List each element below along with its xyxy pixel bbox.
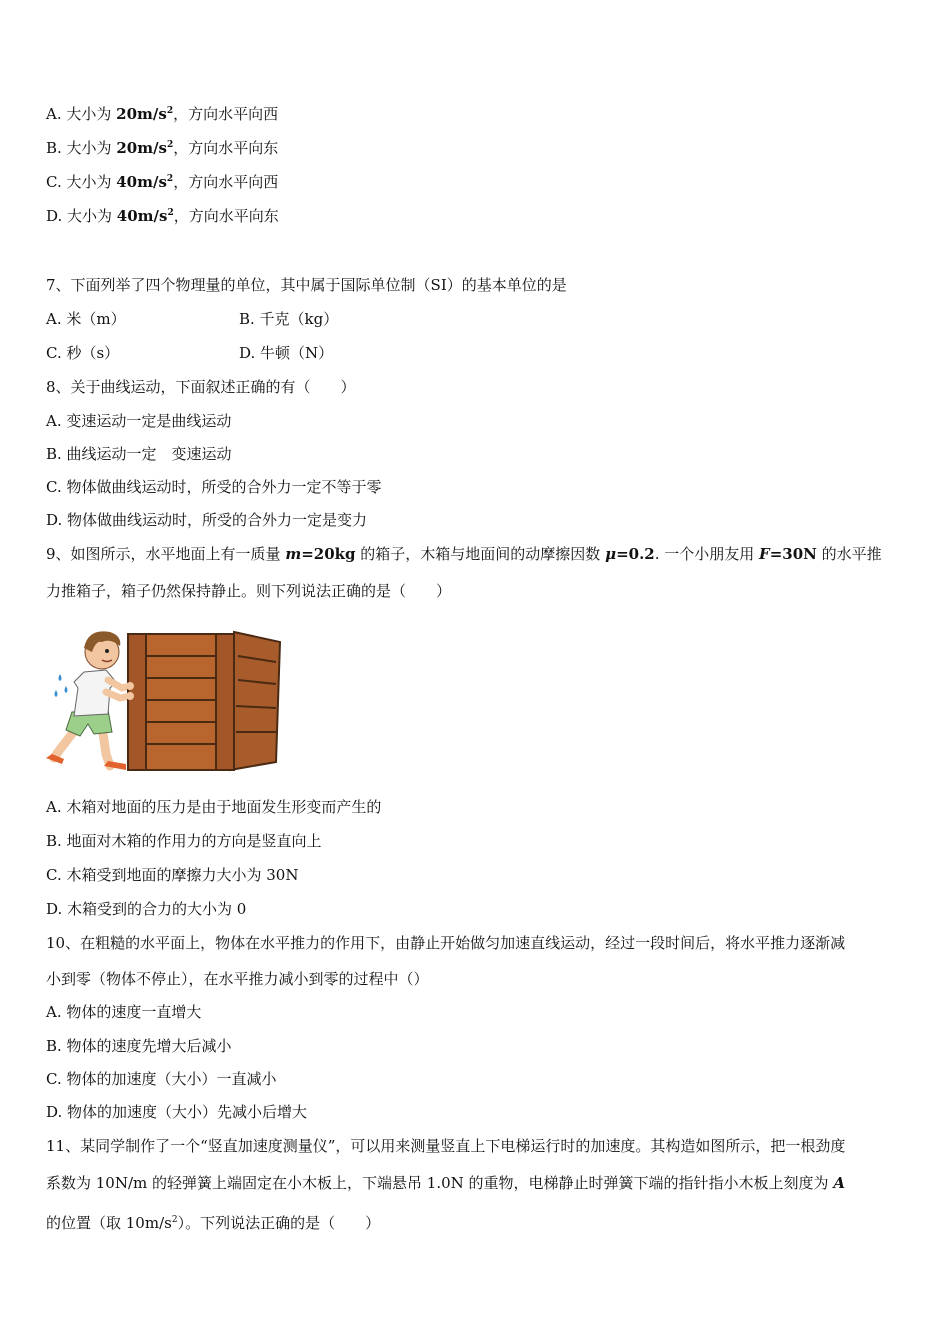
q7-stem: 7、下面列举了四个物理量的单位，其中属于国际单位制（SI）的基本单位的是 (46, 276, 567, 294)
q10-option-c: C. 物体的加速度（大小）一直减小 (46, 1070, 277, 1088)
q11-stem-line2: 系数为 10N/m 的轻弹簧上端固定在小木板上，下端悬吊 1.0N 的重物，电梯静止时弹簧下端的指针指小木板上刻度为 A (46, 1174, 845, 1192)
q6-option-c: C. 大小为 $40m/s^2$，方向水平向西 (46, 173, 279, 191)
q9-option-a: A. 木箱对地面的压力是由于地面发生形变而产生的 (46, 798, 382, 816)
q8-option-a: A. 变速运动一定是曲线运动 (46, 412, 232, 430)
q10-option-d: D. 物体的加速度（大小）先减小后增大 (46, 1103, 308, 1121)
child-pushing-crate-illustration (44, 626, 284, 776)
q9-option-c: C. 木箱受到地面的摩擦力大小为 30N (46, 866, 299, 884)
q10-option-a: A. 物体的速度一直增大 (46, 1003, 202, 1021)
q7-option-c: C. 秒（s） (46, 344, 120, 362)
q10-stem-line1: 10、在粗糙的水平面上，物体在水平推力的作用下，由静止开始做匀加速直线运动，经过一段时间后，将水平推力逐渐减 (46, 934, 846, 952)
q6-option-b: B. 大小为 $20m/s^2$，方向水平向东 (46, 139, 279, 157)
q8-option-d: D. 物体做曲线运动时，所受的合外力一定是变力 (46, 511, 368, 529)
q11-stem-line1: 11、某同学制作了一个“竖直加速度测量仪”，可以用来测量竖直上下电梯运行时的加速度。其构造如图所示，把一根劲度 (46, 1137, 846, 1155)
q9-stem-line1: 9、如图所示，水平地面上有一质量 m=20kg 的箱子，木箱与地面间的动摩擦因数 μ=0.2. 一个小朋友用 F=30N 的水平推 (46, 545, 882, 563)
q9-stem-line2: 力推箱子，箱子仍然保持静止。则下列说法正确的是（ ） (46, 582, 452, 600)
q7-option-b: B. 千克（kg） (239, 310, 339, 328)
q9-option-d: D. 木箱受到的合力的大小为 0 (46, 900, 247, 918)
q11-stem-line3: 的位置（取 $10m/s^2$）。下列说法正确的是（ ） (46, 1214, 381, 1232)
q9-option-b: B. 地面对木箱的作用力的方向是竖直向上 (46, 832, 322, 850)
q6-option-d: D. 大小为 $40m/s^2$，方向水平向东 (46, 207, 279, 225)
q10-option-b: B. 物体的速度先增大后减小 (46, 1037, 232, 1055)
q7-option-d: D. 牛顿（N） (239, 344, 334, 362)
q7-option-a: A. 米（m） (46, 310, 126, 328)
q8-option-c: C. 物体做曲线运动时，所受的合外力一定不等于零 (46, 478, 382, 496)
q8-stem: 8、关于曲线运动，下面叙述正确的有（ ） (46, 378, 356, 396)
q6-option-a: A. 大小为 $20m/s^2$，方向水平向西 (46, 105, 279, 123)
q8-option-b: B. 曲线运动一定 变速运动 (46, 445, 232, 463)
q10-stem-line2: 小到零（物体不停止），在水平推力减小到零的过程中（） (46, 970, 429, 988)
